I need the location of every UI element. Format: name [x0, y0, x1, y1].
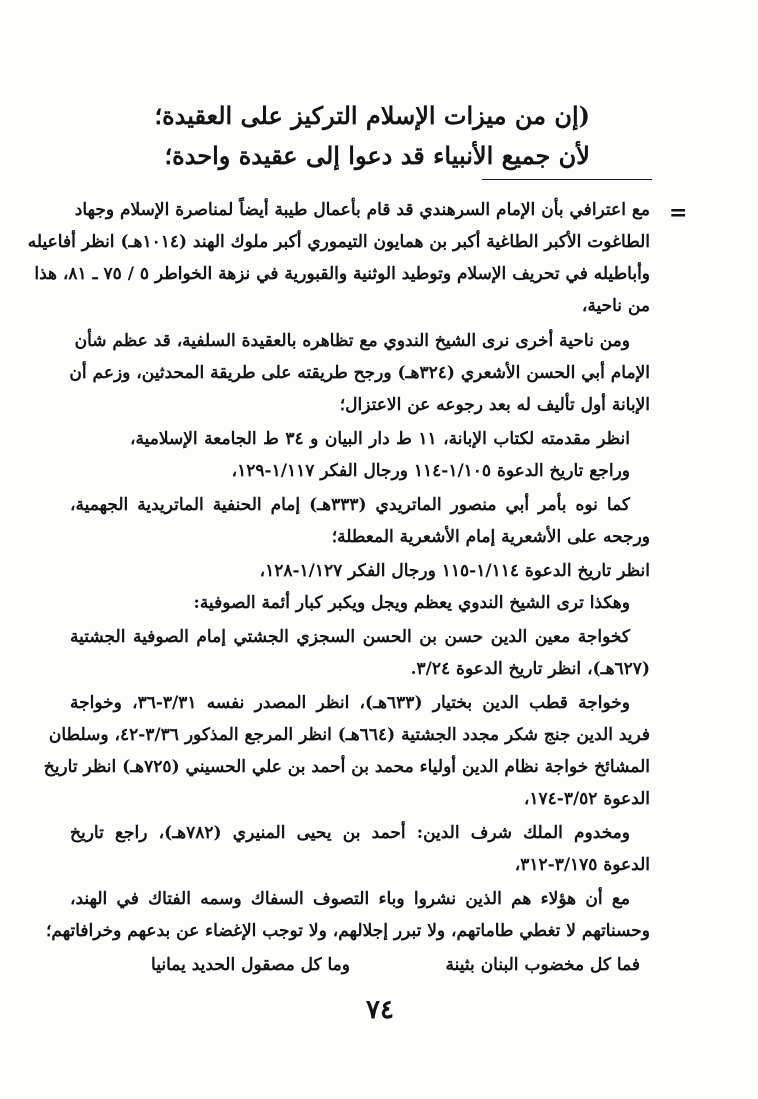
text-line: وراجع تاريخ الدعوة ١/١٠٥-١١٤ ورجال الفكر ١/١١٧-١٢٩،	[231, 461, 630, 481]
text-line: مع اعترافي بأن الإمام السرهندي قد قام بأعمال طيبة أيضاً لمناصرة الإسلام وجهاد	[74, 200, 650, 220]
text-line: ورجحه على الأشعرية إمام الأشعرية المعطلة؛	[331, 527, 650, 547]
text-line: ومن ناحية أخرى نرى الشيخ الندوي مع تظاهره بالعقيدة السلفية، قد عظم شأن	[74, 331, 630, 351]
verse-hemistich-left: وما كل مصقول الحديد يمانيا	[151, 955, 350, 975]
text-line: انظر مقدمته لكتاب الإبانة، ١١ ط دار البيان و ٣٤ ط الجامعة الإسلامية،	[130, 429, 630, 449]
text-line: وهكذا ترى الشيخ الندوي يعظم ويجل ويكبر كبار أئمة الصوفية:	[193, 593, 630, 613]
text-line: من ناحية،	[581, 296, 650, 316]
text-line: وخواجة قطب الدين بختيار (٦٣٣هـ)، انظر المصدر نفسه ٣/٣١-٣٦، وخواجة	[70, 693, 630, 713]
heading-line-1: (إن من ميزات الإسلام التركيز على العقيدة؛	[154, 101, 590, 130]
text-line: ومخدوم الملك شرف الدين: أحمد بن يحيى المنيري (٧٨٢هـ)، راجع تاريخ	[70, 823, 630, 843]
text-line: الطاغوت الأكبر الطاغية أكبر بن همايون التيموري أكبر ملوك الهند (١٠١٤هـ) انظر أفاعيله	[27, 232, 650, 252]
text-line: فريد الدين جنج شكر مجدد الجشتية (٦٦٤هـ) انظر المرجع المذكور ٣/٣٦-٤٢، وسلطان	[48, 725, 650, 745]
page-number: ٧٤	[366, 995, 394, 1025]
text-line: المشائخ خواجة نظام الدين أولياء محمد بن أحمد بن علي الحسيني (٧٢٥هـ) انظر تاريخ	[43, 757, 650, 777]
text-line: كخواجة معين الدين حسن بن الحسن السجزي الجشتي إمام الصوفية الجشتية	[70, 627, 630, 647]
text-line: مع أن هؤلاء هم الذين نشروا وباء التصوف السفاك وسمه الفتاك في الهند،	[70, 889, 630, 909]
text-line: وأباطيله في تحريف الإسلام وتوطيد الوثنية والقبورية في نزهة الخواطر ٥ / ٧٥ ـ ٨١، هذا	[34, 264, 650, 284]
verse-hemistich-right: فما كل مخضوب البنان بثينة	[445, 955, 640, 975]
text-line: الدعوة ٣/٥٢-١٧٤،	[523, 789, 650, 809]
text-line: كما نوه بأمر أبي منصور الماتريدي (٣٣٣هـ) إمام الحنفية الماتريدية الجهمية،	[70, 495, 630, 515]
footnote-divider	[482, 179, 652, 180]
text-line: (٦٢٧هـ)، انظر تاريخ الدعوة ٣/٢٤.	[410, 659, 650, 679]
continuation-mark: =	[669, 200, 688, 226]
text-line: الدعوة ٣/١٧٥-٣١٢،	[514, 855, 650, 875]
text-line: انظر تاريخ الدعوة ١/١١٤-١١٥ ورجال الفكر ١/١٢٧-١٢٨،	[259, 561, 650, 581]
text-line: وحسناتهم لا تغطي طاماتهم، ولا تبرر إجلالهم، ولا توجب الإغضاء عن بدعهم وخرافاتهم؛	[45, 921, 650, 941]
heading-line-2: لأن جميع الأنبياء قد دعوا إلى عقيدة واحدة؛	[164, 141, 590, 170]
text-line: الإبانة أول تأليف له بعد رجوعه عن الاعتزال؛	[339, 395, 650, 415]
text-line: الإمام أبي الحسن الأشعري (٣٢٤هـ) ورجح طريقته على طريقة المحدثين، وزعم أن	[69, 363, 650, 383]
